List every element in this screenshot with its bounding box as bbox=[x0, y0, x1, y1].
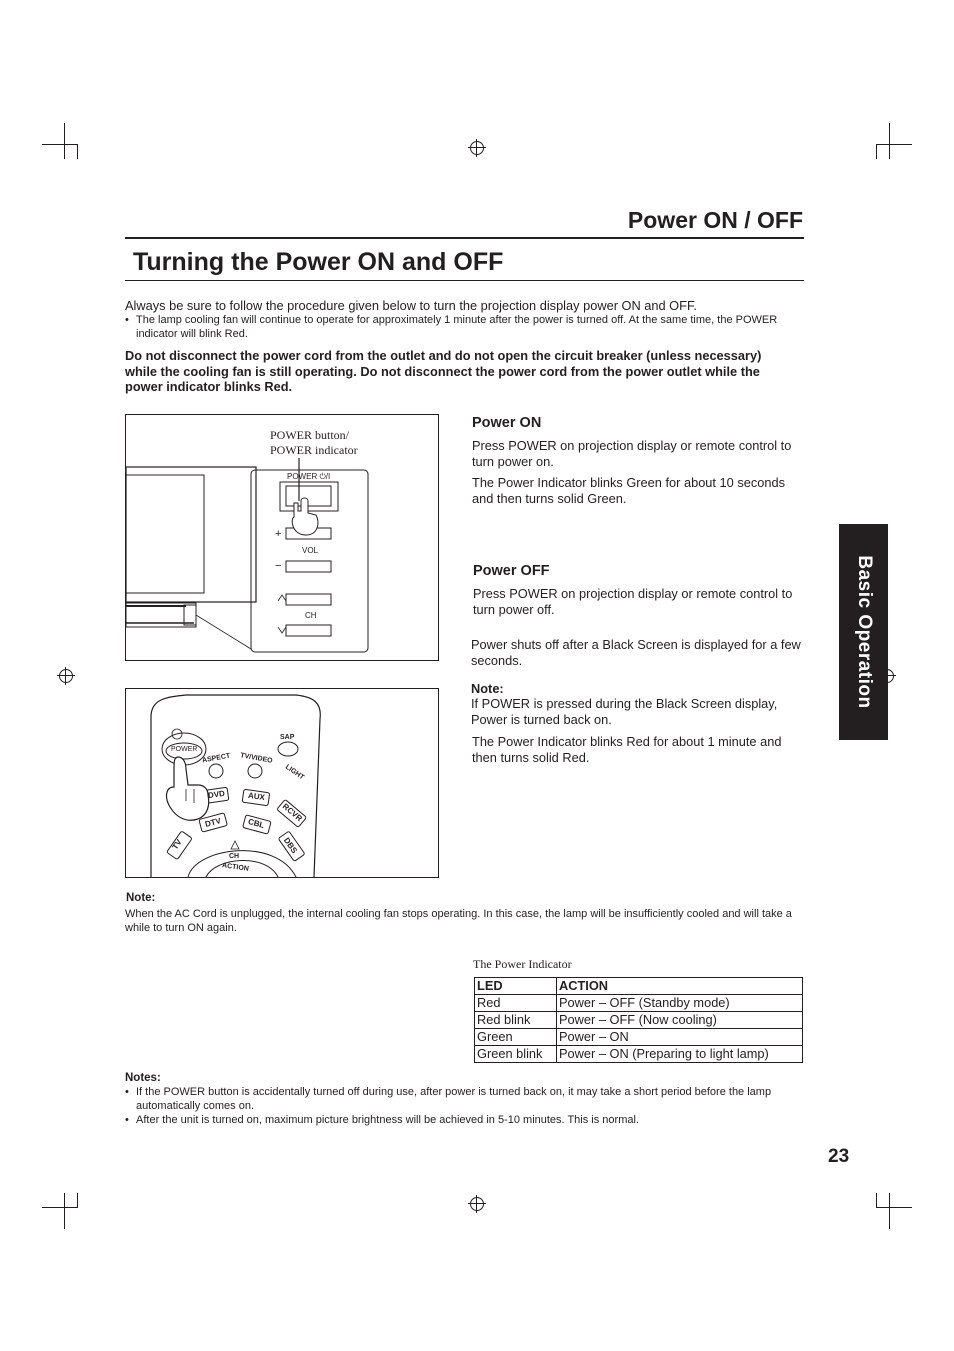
callout-label: POWER button/ POWER indicator bbox=[270, 428, 358, 457]
table-row bbox=[475, 995, 803, 1012]
remote-power-button: POWER bbox=[171, 746, 198, 753]
table-cell-action: Power – ON (Preparing to light lamp) bbox=[557, 1046, 803, 1063]
remote-tv-label: TV bbox=[170, 837, 184, 852]
registration-mark-left bbox=[59, 669, 73, 683]
remote-tvvideo-label: TV/VIDEO bbox=[239, 752, 274, 765]
intro-bullet: • The lamp cooling fan will continue to operate for approximately 1 minute after the power is turned off. At the same time, the POWER indicator will blink Red. bbox=[125, 313, 805, 341]
page-title: Turning the Power ON and OFF bbox=[133, 248, 504, 276]
remote-dtv-label: DTV bbox=[204, 816, 222, 829]
table-caption: The Power Indicator bbox=[473, 957, 572, 971]
remote-dbs-label: DBS bbox=[281, 836, 299, 855]
remote-aspect-label: ASPECT bbox=[201, 752, 231, 765]
remote-action-label: ACTION bbox=[221, 862, 250, 873]
notes-item: • If the POWER button is accidentally turned off during use, after power is turned back on, it may take a short period before the lamp automatically comes on. bbox=[125, 1085, 805, 1113]
panel-plus-label: + bbox=[275, 528, 282, 540]
panel-vol-label: VOL bbox=[302, 546, 319, 555]
power-off-step-3: The Power Indicator blinks Red for about 1 minute and then turns solid Red. bbox=[472, 734, 782, 765]
power-on-step-2: The Power Indicator blinks Green for about 10 seconds and then turns solid Green. bbox=[472, 475, 785, 506]
remote-aux-label: AUX bbox=[247, 790, 266, 803]
power-off-step-2: Power shuts off after a Black Screen is displayed for a few seconds. bbox=[471, 637, 801, 668]
table-header-led: LED bbox=[475, 978, 557, 995]
table-cell-led: Green blink bbox=[475, 1046, 557, 1063]
power-off-step-1: Press POWER on projection display or remote control to turn power off. bbox=[473, 586, 793, 617]
cord-note-text: When the AC Cord is unplugged, the internal cooling fan stops operating. In this case, the lamp will be insufficiently cooled and will take a while to turn ON again. bbox=[125, 908, 792, 934]
remote-cbl-label: CBL bbox=[247, 817, 266, 830]
table-header-action: ACTION bbox=[557, 978, 803, 995]
power-indicator-table bbox=[474, 977, 803, 1063]
side-tab bbox=[839, 524, 888, 740]
notes-item: • After the unit is turned on, maximum picture brightness will be achieved in 5-10 minutes. This is normal. bbox=[125, 1113, 805, 1127]
panel-minus-label: − bbox=[275, 560, 282, 572]
side-tab-label: Basic Operation bbox=[853, 555, 875, 709]
warning-text: Do not disconnect the power cord from the outlet and do not open the circuit breaker (unless necessary) while the cooling fan is still operating. Do not disconnect the power cord from the power outlet while the power indicator blinks Red. bbox=[125, 348, 762, 394]
registration-mark-bottom bbox=[470, 1197, 484, 1211]
power-off-note-text: If POWER is pressed during the Black Screen display, Power is turned back on. bbox=[471, 696, 778, 727]
panel-ch-label: CH bbox=[305, 611, 317, 620]
remote-rcvr-label: RCVR bbox=[280, 801, 304, 824]
page-number: 23 bbox=[828, 1146, 850, 1167]
title-rule bbox=[125, 280, 804, 281]
table-row bbox=[475, 1029, 803, 1046]
notes-label: Notes: bbox=[125, 1072, 161, 1084]
table-cell-led: Red blink bbox=[475, 1012, 557, 1029]
remote-light-label: LIGHT bbox=[283, 763, 306, 782]
notes-item-text: After the unit is turned on, maximum picture brightness will be achieved in 5-10 minutes. This is normal. bbox=[136, 1114, 639, 1126]
intro-bullet-text: The lamp cooling fan will continue to operate for approximately 1 minute after the power is turned off. At the same time, the POWER indicator will blink Red. bbox=[136, 314, 778, 340]
section-rule bbox=[125, 237, 804, 239]
table-cell-action: Power – OFF (Now cooling) bbox=[557, 1012, 803, 1029]
power-on-heading: Power ON bbox=[472, 415, 542, 431]
power-on-step-1: Press POWER on projection display or remote control to turn power on. bbox=[472, 438, 792, 469]
remote-dvd-label: DVD bbox=[207, 788, 226, 801]
table-cell-led: Red bbox=[475, 995, 557, 1012]
power-off-heading: Power OFF bbox=[473, 563, 550, 579]
notes-item-text: If the POWER button is accidentally turned off during use, after power is turned back on, it may take a short period before the lamp automatically comes on. bbox=[136, 1086, 772, 1112]
power-off-note-label: Note: bbox=[471, 681, 504, 696]
table-cell-led: Green bbox=[475, 1029, 557, 1046]
table-row bbox=[475, 1012, 803, 1029]
remote-ch-label: CH bbox=[229, 853, 240, 860]
table-header-row bbox=[475, 978, 803, 995]
remote-illustration bbox=[126, 689, 438, 877]
table-row bbox=[475, 1046, 803, 1063]
cord-note-label: Note: bbox=[126, 892, 156, 904]
intro-lead: Always be sure to follow the procedure given below to turn the projection display power ON and OFF. bbox=[125, 298, 697, 313]
table-cell-action: Power – ON bbox=[557, 1029, 803, 1046]
front-panel-figure bbox=[125, 414, 439, 661]
panel-power-label: POWER ⏻/I bbox=[287, 472, 331, 481]
section-title: Power ON / OFF bbox=[627, 207, 803, 233]
remote-figure bbox=[125, 688, 439, 878]
remote-sap-label: SAP bbox=[280, 734, 295, 741]
registration-mark-top bbox=[470, 141, 484, 155]
table-cell-action: Power – OFF (Standby mode) bbox=[557, 995, 803, 1012]
